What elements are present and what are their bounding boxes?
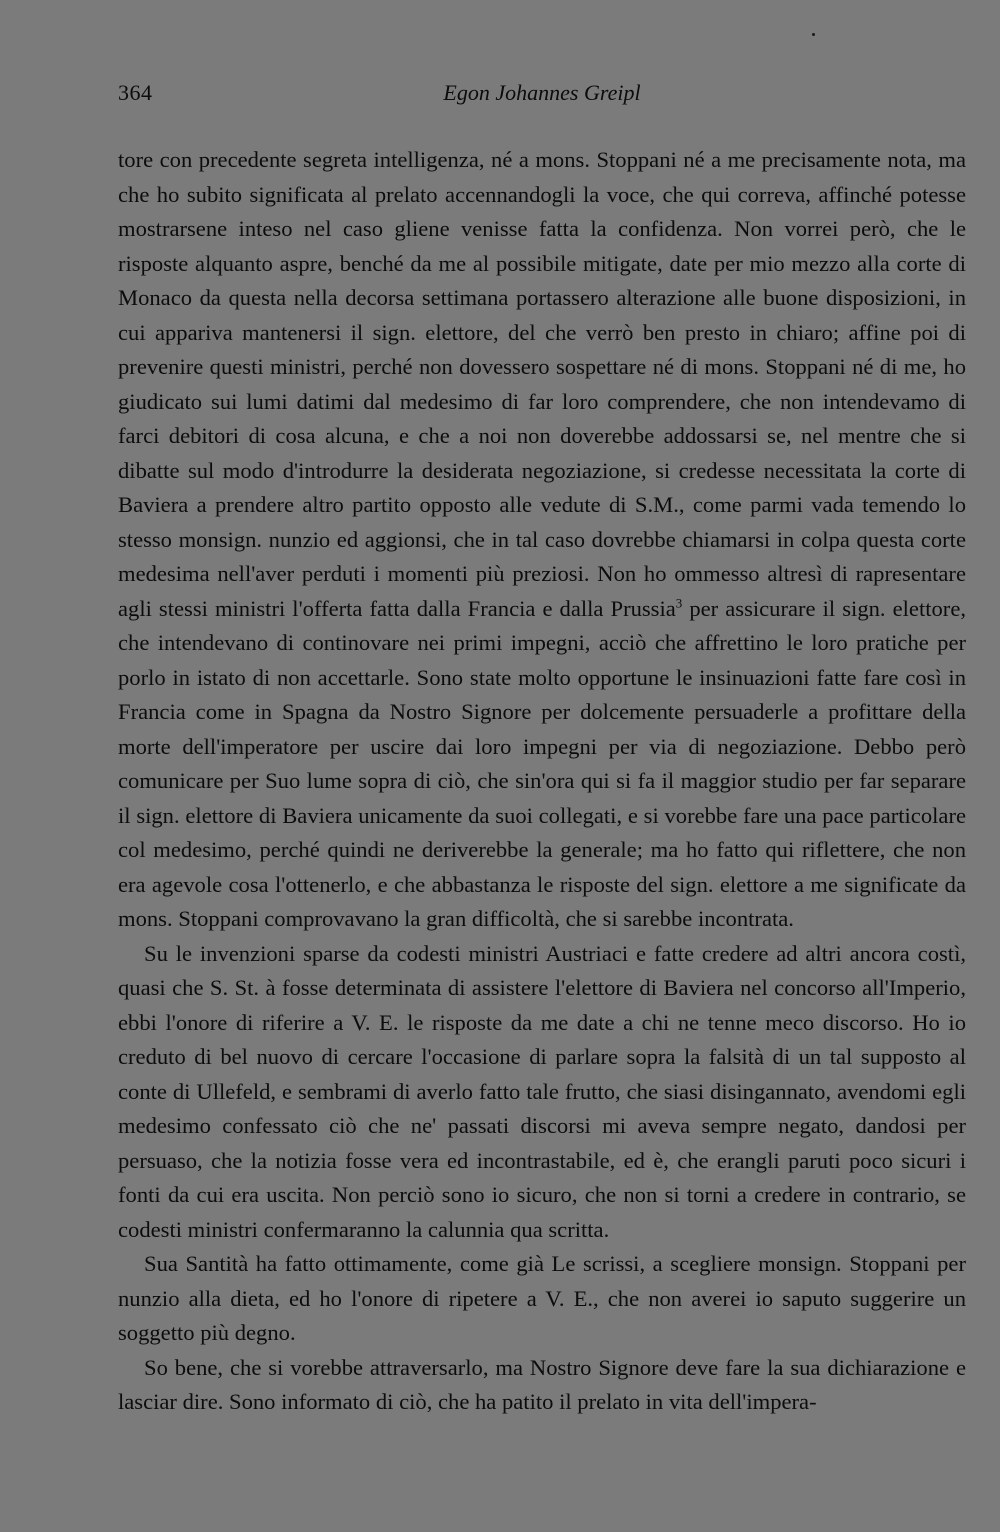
paragraph-2: Su le invenzioni sparse da codesti ministri Austriaci e fatte credere ad altri ancora costì, quasi che S. St. à fosse determinata di assistere l'elettore di Baviera nel concorso all'Imperio, ebbi l'onore di riferire a V. E. le risposte da me date a chi ne tenne meco discorso. Ho io creduto di bel nuovo di cercare l'occasione di parlare sopra la falsità di un tal supposto al conte di Ullefeld, e sembrami di averlo fatto tale frutto, che siasi disingannato, avendomi egli medesimo confessato ciò che ne' passati discorsi mi aveva sempre negato, dandosi per persuaso, che la notizia fosse vera ed incontrastabile, ed è, che erangli paruti poco sicuri i fonti da cui era uscita. Non perciò sono io sicuro, che non si torni a credere in contrario, se codesti ministri confermaranno la calunnia qua scritta. bbox=[118, 940, 966, 1242]
paragraph-1-text-before-note: tore con precedente segreta intelligenza, né a mons. Stoppani né a me precisamente nota, ma che ho subito significata al prelato accennandogli la voce, che qui correva, affinché potesse mostrarsene inteso nel caso gliene venisse fatta la confidenza. Non vorrei però, che le risposte alquanto aspre, benché da me al possibile mitigate, date per mio mezzo alla corte di Monaco da questa nella decorsa settimana portassero alterazione alle buone disposizioni, in cui appariva mantenersi il sign. elettore, del che verrò ben presto in chiaro; affine poi di prevenire questi ministri, perché non dovessero sospettare né di mons. Stoppani né di me, ho giudicato sui lumi datimi dal medesimo di far loro comprendere, che non intendevamo di farci debitori di cosa alcuna, e che a noi non doverebbe addossarsi se, nel mentre che si dibatte sul modo d'introdurre la desiderata negoziazione, si credesse necessitata la corte di Baviera a prendere altro partito opposto alle vedute di S.M., come parmi vada temendo lo stesso monsign. nunzio ed aggionsi, che in tal caso dovrebbe chiamarsi in colpa questa corte medesima nell'aver perduti i momenti più preziosi. Non ho ommesso altresì di rapresentare agli stessi ministri l'offerta fatta dalla Francia e dalla Prussia bbox=[118, 147, 966, 621]
footnote-reference: 3 bbox=[675, 594, 683, 610]
paragraph-3: Sua Santità ha fatto ottimamente, come già Le scrissi, a scegliere monsign. Stoppani per nunzio alla dieta, ed ho l'onore di ripetere a V. E., che non averei io saputo suggerire un soggetto più degno. bbox=[118, 1251, 966, 1345]
page-number: 364 bbox=[118, 80, 153, 105]
body-text bbox=[118, 143, 966, 1420]
paragraph-1 bbox=[118, 143, 966, 937]
paragraph-1-text-after-note: per assicurare il sign. elettore, che intendevano di continovare nei primi impegni, acciò che affrettino le loro pratiche per porlo in istato di non accettarle. Sono state molto opportune le insinuazioni fatte fare così in Francia come in Spagna da Nostro Signore per dolcemente persuaderle a profittare della morte dell'imperatore per uscire dai loro impegni per via di negoziazione. Debbo però comunicare per Suo lume sopra di ciò, che sin'ora qui si fa il maggior studio per far separare il sign. elettore di Baviera unicamente da suoi collegati, e si vorebbe fare una pace particolare col medesimo, perché quindi ne deriverebbe la generale; ma ho fatto qui riflettere, che non era agevole cosa l'ottenerlo, e che abbastanza le risposte del sign. elettore a me significate da mons. Stoppani comprovavano la gran difficoltà, che si sarebbe incontrata. bbox=[118, 595, 966, 931]
page-header bbox=[118, 80, 966, 114]
paragraph-4: So bene, che si vorebbe attraversarlo, ma Nostro Signore deve fare la sua dichiarazione e lasciar dire. Sono informato di ciò, che ha patito il prelato in vita dell'impera- bbox=[118, 1354, 966, 1414]
scan-speck bbox=[812, 33, 815, 36]
running-title: Egon Johannes Greipl bbox=[443, 80, 641, 105]
